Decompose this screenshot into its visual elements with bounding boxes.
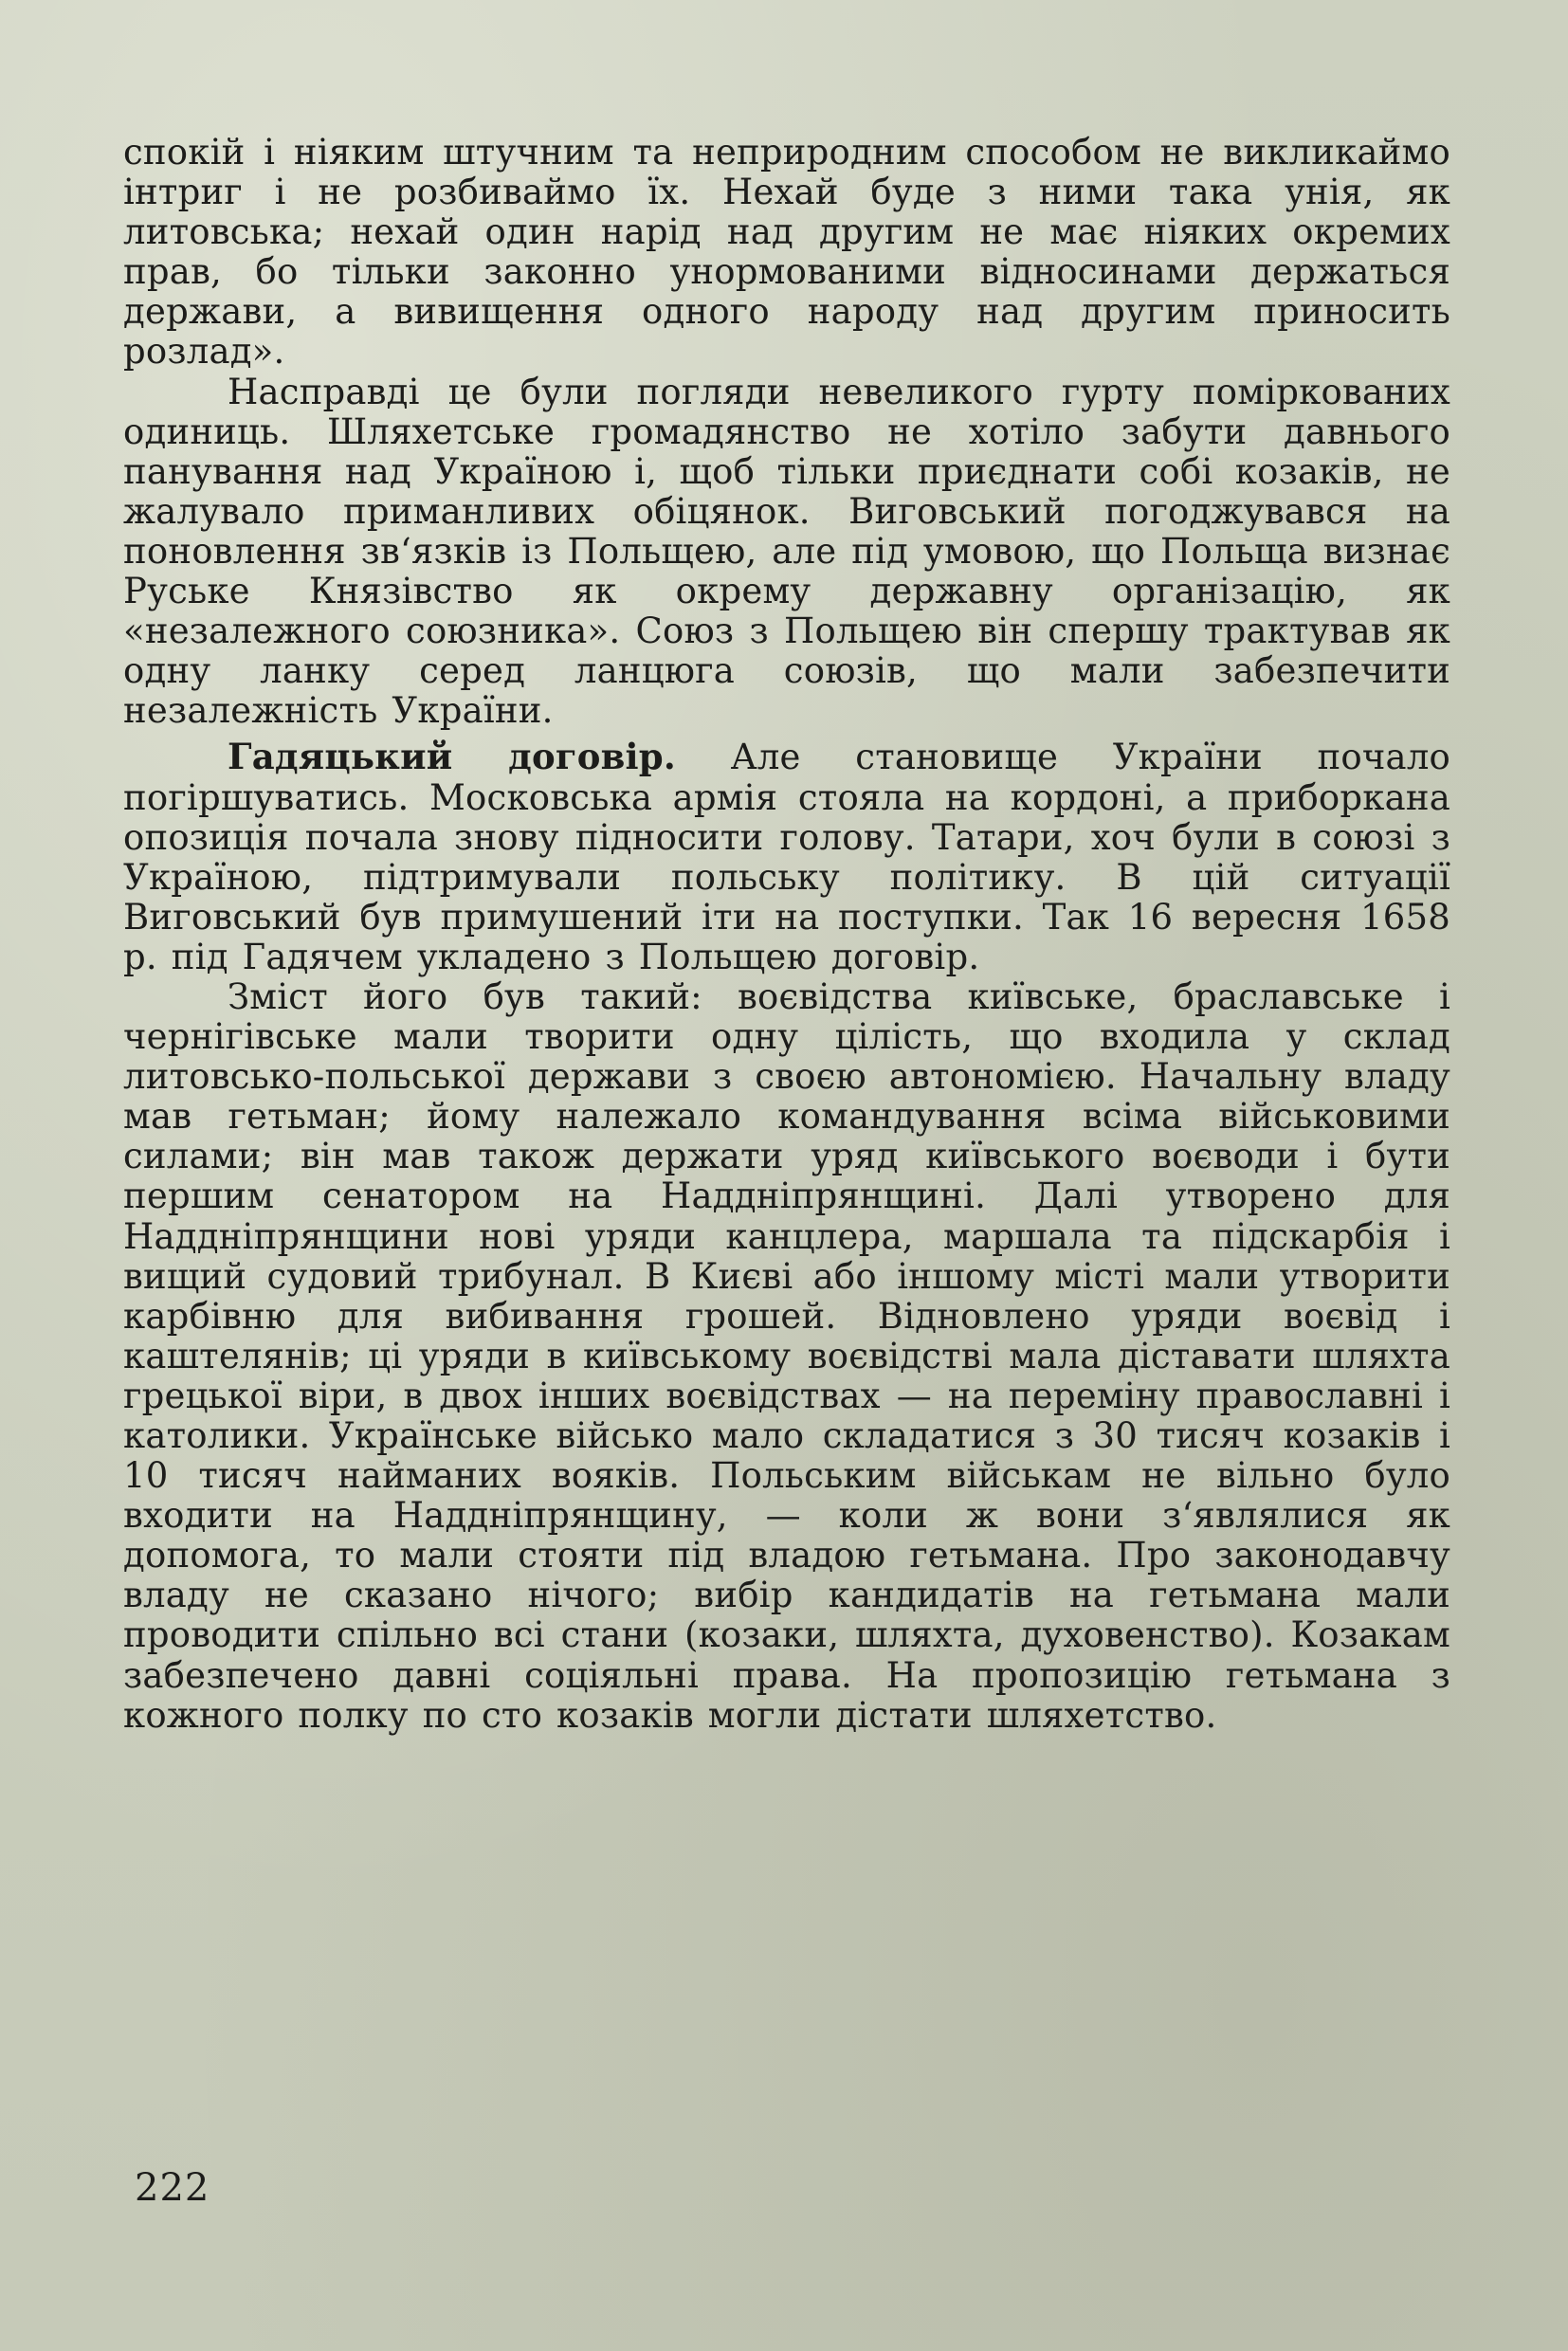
paragraph-3 [123, 737, 1450, 977]
paragraph-3-text: Але становище України почало погіршуватись. Московська армія стояла на кордоні, а приборкана опозиція почала знову підносити голову. Татари, хоч були в союзі з Україною, підтримували польську політику. В цій ситуації Виговський був примушений іти на поступки. Так 16 вересня 1658 р. під Гадячем укладено з Польщею договір. [123, 737, 1450, 977]
body-text [123, 133, 1450, 1736]
paragraph-2-text: Насправді це були погляди невеликого гурту поміркованих одиниць. Шляхетське громадянство не хотіло забути давнього панування над Україною і, щоб тільки приєднати собі козаків, не жалувало приманливих обіцянок. Виговський погоджувався на поновлення зв‘язків із Польщею, але під умовою, що Польща визнає Руське Князівство як окрему державну організацію, як «незалежного союзника». Союз з Польщею він спершу трактував як одну ланку серед ланцюга союзів, що мали забезпечити незалежність України. [123, 371, 1450, 732]
paragraph-4 [123, 977, 1450, 1736]
section-heading: Гадяцький договір. [228, 736, 676, 778]
document-page [123, 133, 1450, 2275]
page-number: 222 [135, 2166, 210, 2210]
paragraph-1-text: спокій і ніяким штучним та неприродним способом не викликаймо інтриг і не розбиваймо їх. Нехай буде з ними така унія, як литовська; нехай один нарід над другим не має ніяких окремих прав, бо тільки законно унормованими відносинами держаться держави, а вивищення одного народу над другим приносить розлад». [123, 132, 1450, 373]
paragraph-2 [123, 373, 1450, 732]
paragraph-1 [123, 133, 1450, 373]
paragraph-4-text: Зміст його був такий: воєвідства київське, браславське і чернігівське мали творити одну цілість, що входила у склад литовсько-польської держави з своєю автономією. Начальну владу мав гетьман; йому належало командування всіма військовими силами; він мав також держати уряд київського воєводи і бути першим сенатором на Наддніпрянщині. Далі утворено для Наддніпрянщини нові уряди канцлера, маршала та підскарбія і вищий судовий трибунал. В Києві або іншому місті мали утворити карбівню для вибивання грошей. Відновлено уряди воєвід і каштелянів; ці уряди в київському воєвідстві мала діставати шляхта грецької віри, в двох інших воєвідствах — на переміну православні і католики. Українське військо мало складатися з 30 тисяч козаків і 10 тисяч найманих вояків. Польським військам не вільно було входити на Наддніпрянщину, — коли ж вони з‘являлися як допомога, то мали стояти під владою гетьмана. Про законодавчу владу не сказано нічого; вибір кандидатів на гетьмана мали проводити спільно всі стани (козаки, шляхта, духовенство). Козакам забезпечено давні соціяльні права. На пропозицію гетьмана з кожного полку по сто козаків могли дістати шляхетство. [123, 975, 1450, 1736]
